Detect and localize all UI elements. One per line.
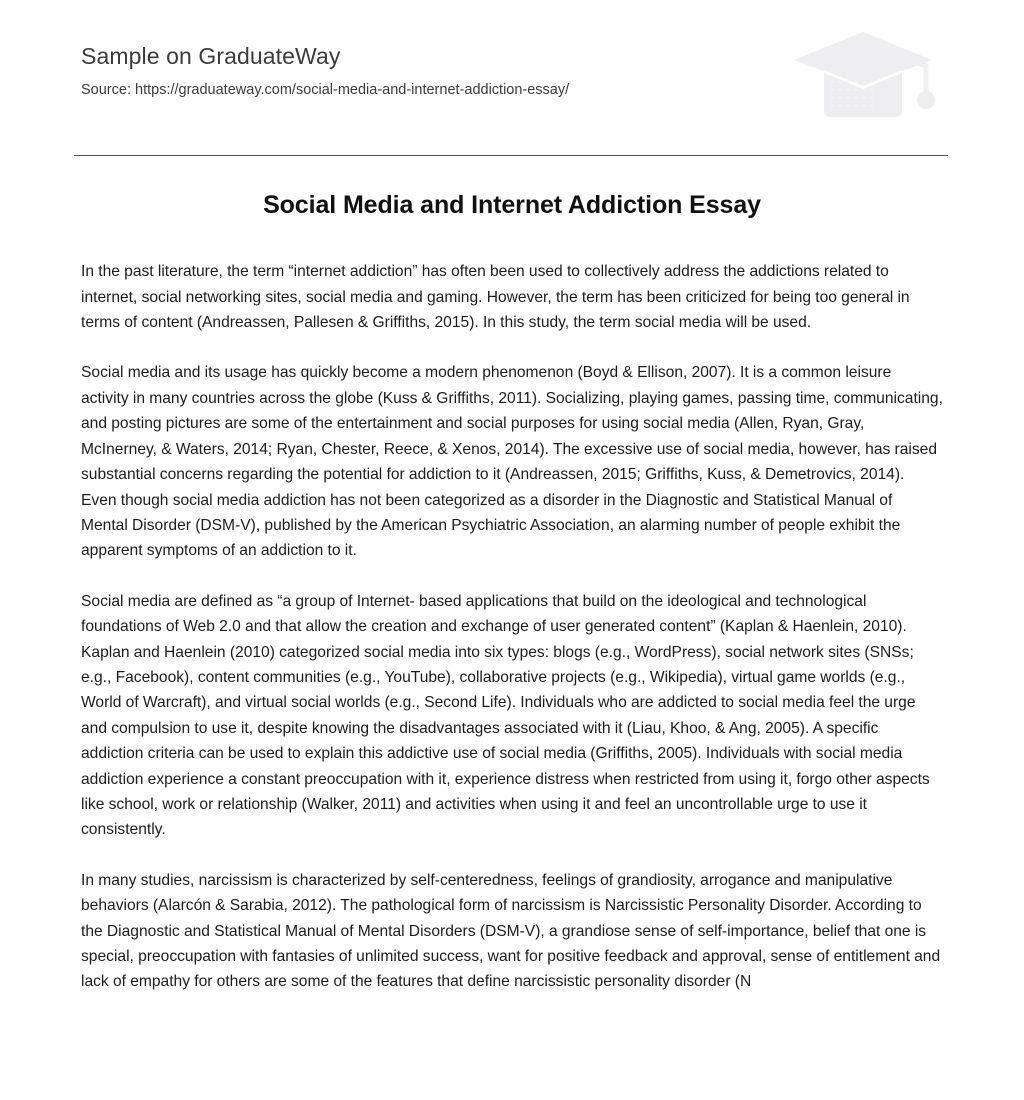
page-title: Social Media and Internet Addiction Essay (263, 191, 761, 219)
paragraph-3: Social media are defined as “a group of Internet- based applications that build on the ideological and technological foundations of Web 2.0 and that allow the creation and exchange of user generated content” (Kaplan & Haenlein, 2010). Kaplan and Haenlein (2010) categorized social media into six types: blogs (e.g., WordPress), social network sites (SNSs; e.g., Facebook), content communities (e.g., YouTube), collaborative projects (e.g., Wikipedia), virtual game worlds (e.g., World of Warcraft), and virtual social worlds (e.g., Second Life). Individuals who are addicted to social media feel the urge and compulsion to use it, despite knowing the disadvantages associated with it (Liau, Khoo, & Ang, 2005). A specific addiction criteria can be used to explain this addictive use of social media (Griffiths, 2005). Individuals with social media addiction experience a constant preoccupation with it, experience distress when restricted from using it, forgo other aspects like school, work or relationship (Walker, 2011) and activities when using it and feel an uncontrollable urge to use it consistently. (81, 592, 930, 839)
page-header (0, 0, 1024, 156)
source-line (81, 82, 569, 98)
paragraph-1: In the past literature, the term “internet addiction” has often been used to collectively address the addictions related to internet, social networking sites, social media and gaming. However, the term has been criticized for being too general in terms of content (Andreassen, Pallesen & Griffiths, 2015). In this study, the term social media will be used. (81, 263, 910, 332)
graduation-cap-icon (786, 24, 978, 128)
document-body (81, 190, 943, 995)
source-label: Source: (81, 82, 131, 98)
paragraph-2: Social media and its usage has quickly become a modern phenomenon (Boyd & Ellison, 2007). It is a common leisure activity in many countries across the globe (Kuss & Griffiths, 2011). Socializing, playing games, passing time, communicating, and posting pictures are some of the entertainment and social purposes for using social media (Allen, Ryan, Gray, McInerney, & Waters, 2014; Ryan, Chester, Reece, & Xenos, 2014). The excessive use of social media, however, has raised substantial concerns regarding the potential for addiction to it (Andreassen, 2015; Griffiths, Kuss, & Demetrovics, 2014). Even though social media addiction has not been categorized as a disorder in the Diagnostic and Statistical Manual of Mental Disorder (DSM-V), published by the American Psychiatric Association, an alarming number of people exhibit the apparent symptoms of an addiction to it. (81, 364, 943, 560)
source-url[interactable]: https://graduateway.com/social-media-and-internet-addiction-essay/ (135, 82, 570, 98)
header-divider (74, 155, 948, 156)
paragraph-4: In many studies, narcissism is characterized by self-centeredness, feelings of grandiosity, arrogance and manipulative behaviors (Alarcón & Sarabia, 2012). The pathological form of narcissism is Narcissistic Personality Disorder. According to the Diagnostic and Statistical Manual of Mental Disorders (DSM-V), a grandiose sense of self-importance, belief that one is special, preoccupation with fantasies of unlimited success, want for positive feedback and approval, sense of entitlement and lack of empathy for others are some of the features that define narcissistic personality disorder (N (81, 871, 941, 991)
brand-title: Sample on GraduateWay (81, 43, 341, 69)
